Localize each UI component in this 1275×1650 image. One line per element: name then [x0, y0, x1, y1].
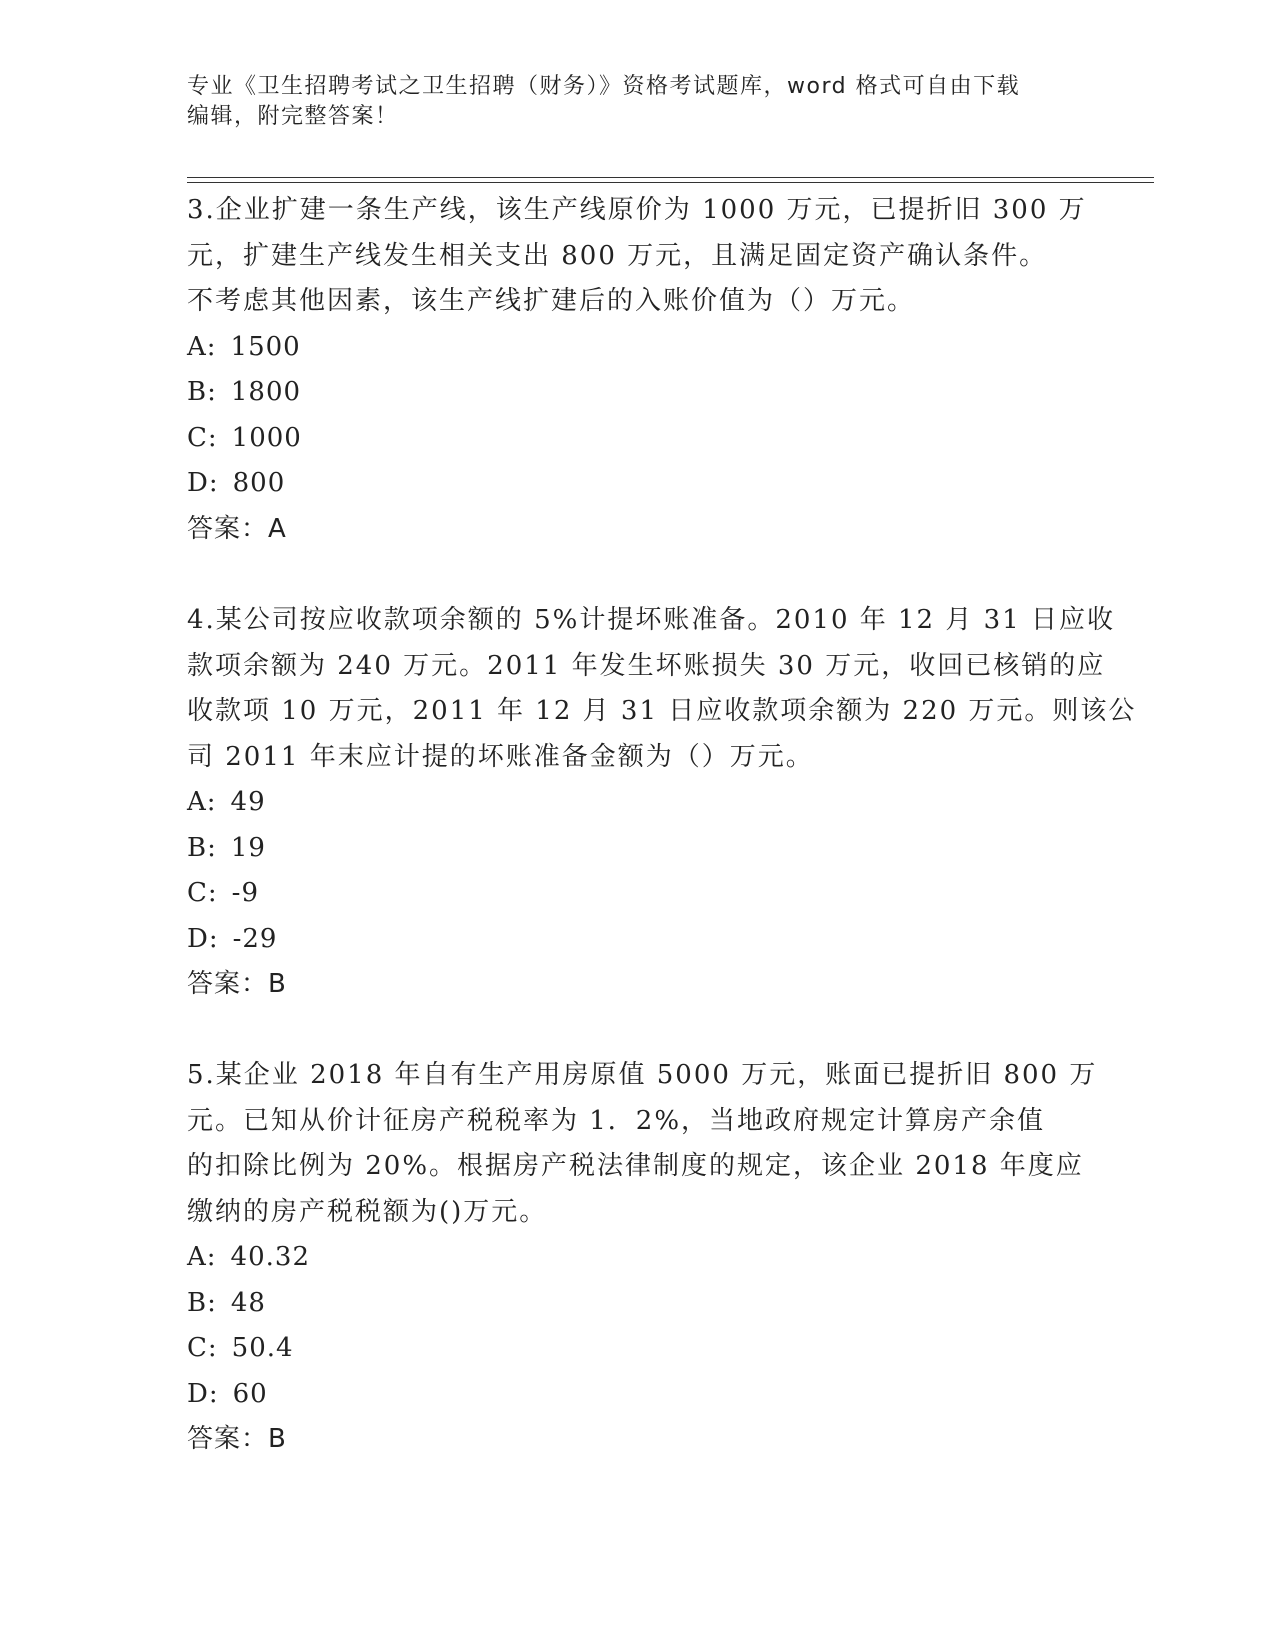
option-d	[187, 1372, 1087, 1418]
answer-line: 答案：B	[187, 1424, 287, 1454]
question-stem	[187, 188, 1087, 325]
answer-line: 答案：B	[187, 969, 287, 999]
option-d	[187, 917, 1087, 963]
option-c	[187, 1326, 1087, 1372]
question-3	[187, 188, 1087, 552]
option-letter: C:	[187, 1333, 218, 1363]
option-letter: A:	[187, 1242, 217, 1272]
stem-line: 司 2011 年末应计提的坏账准备金额为（）万元。	[187, 741, 814, 772]
option-b	[187, 826, 1087, 872]
option-letter: C:	[187, 422, 218, 453]
option-a	[187, 780, 1087, 826]
question-4	[187, 598, 1137, 1008]
stem-line: 3.企业扩建一条生产线，该生产线原价为 1000 万元，已提折旧 300 万	[187, 195, 1087, 225]
option-value: 800	[232, 468, 286, 498]
header-divider-bottom	[187, 182, 1154, 183]
option-letter: C:	[187, 878, 218, 908]
stem-line: 款项余额为 240 万元。2011 年发生坏账损失 30 万元，收回已核销的应	[187, 650, 1106, 681]
option-a	[187, 1235, 1087, 1281]
option-letter: A:	[187, 787, 217, 817]
question-5	[187, 1053, 1098, 1463]
option-letter: D:	[187, 468, 219, 498]
stem-line: 元，扩建生产线发生相关支出 800 万元，且满足固定资产确认条件。	[187, 240, 1048, 271]
option-letter: D:	[187, 1378, 219, 1409]
option-value: 1500	[230, 331, 301, 362]
stem-line: 缴纳的房产税税额为()万元。	[187, 1196, 548, 1227]
stem-line: 5.某企业 2018 年自有生产用房原值 5000 万元，账面已提折旧 800 万	[187, 1060, 1098, 1090]
header-divider-top	[187, 177, 1154, 178]
header-line-1: 专业《卫生招聘考试之卫生招聘（财务）》资格考试题库，word 格式可自由下载	[187, 74, 1021, 99]
stem-line: 4.某公司按应收款项余额的 5%计提坏账准备。2010 年 12 月 31 日应收	[187, 605, 1115, 635]
option-letter: B:	[187, 1287, 217, 1318]
option-letter: D:	[187, 923, 219, 954]
stem-line: 元。已知从价计征房产税税率为 1．2%，当地政府规定计算房产余值	[187, 1105, 1046, 1136]
question-stem	[187, 598, 1137, 780]
option-value: 40.32	[230, 1242, 310, 1272]
option-value: -29	[232, 923, 278, 954]
option-c	[187, 416, 1087, 462]
option-b	[187, 370, 1087, 416]
option-c	[187, 871, 1087, 917]
stem-line: 的扣除比例为 20%。根据房产税法律制度的规定，该企业 2018 年度应	[187, 1151, 1084, 1181]
document-header	[187, 72, 1067, 132]
option-value: -9	[231, 878, 259, 908]
option-value: 60	[232, 1378, 268, 1409]
option-letter: A:	[187, 331, 217, 362]
option-value: 1800	[230, 377, 302, 407]
option-value: 1000	[231, 422, 302, 453]
option-value: 48	[230, 1287, 266, 1318]
stem-line: 收款项 10 万元，2011 年 12 月 31 日应收款项余额为 220 万元。则该公	[187, 696, 1137, 726]
header-line-2: 编辑，附完整答案！	[187, 104, 399, 129]
answer-line: 答案：A	[187, 513, 287, 544]
stem-line: 不考虑其他因素，该生产线扩建后的入账价值为（）万元。	[187, 286, 916, 316]
option-a	[187, 325, 1087, 371]
option-value: 49	[230, 787, 266, 817]
option-b	[187, 1281, 1087, 1327]
option-value: 50.4	[231, 1333, 294, 1363]
option-value: 19	[230, 832, 266, 863]
option-letter: B:	[187, 377, 217, 407]
option-d	[187, 461, 1087, 507]
option-letter: B:	[187, 832, 217, 863]
question-stem	[187, 1053, 1098, 1235]
